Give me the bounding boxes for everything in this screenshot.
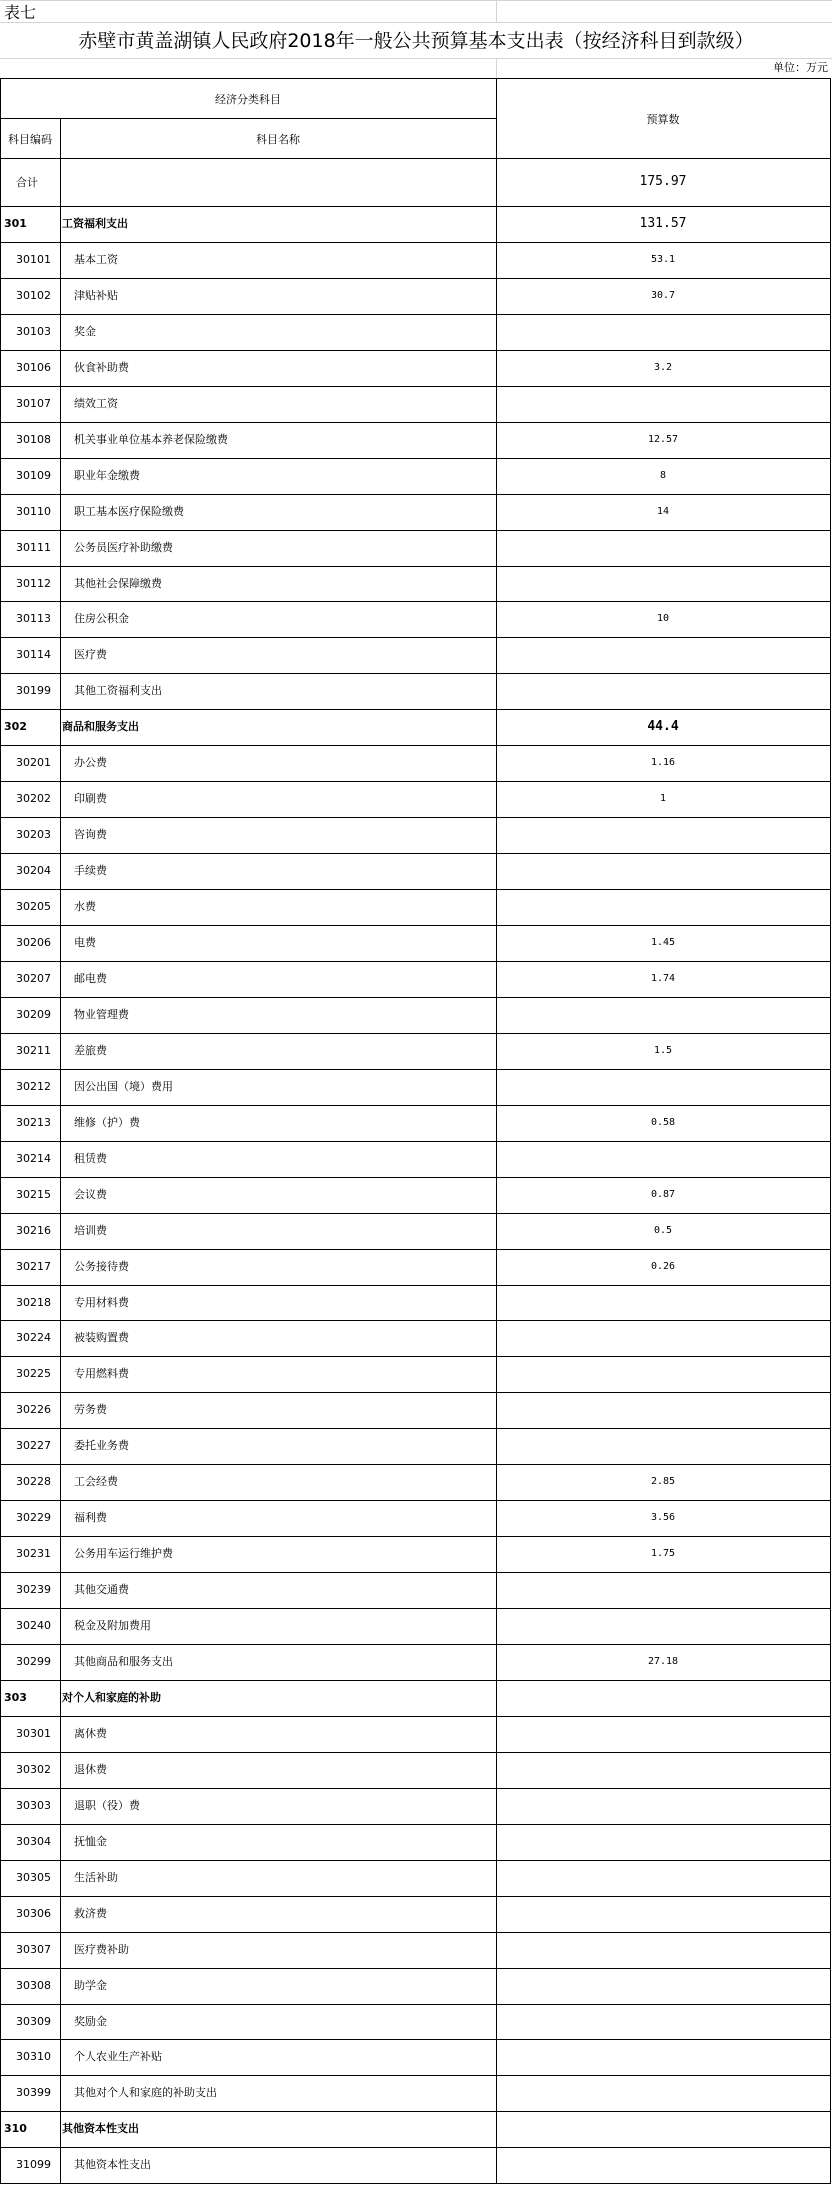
row-code: 30228: [16, 1475, 51, 1489]
grid-line-h: [0, 1680, 831, 1681]
header-budget-amount: 预算数: [646, 113, 680, 126]
row-name: 绩效工资: [74, 396, 118, 410]
row-name: 维修（护）费: [74, 1115, 140, 1129]
grid-line-h: [0, 1752, 831, 1753]
grid-line-h: [0, 961, 831, 962]
grid-line-h: [0, 458, 831, 459]
row-amount: 131.57: [639, 216, 687, 231]
row-name: 物业管理费: [74, 1007, 129, 1021]
row-code: 30304: [16, 1834, 51, 1848]
total-label: 合计: [16, 176, 38, 189]
grid-line-h: [0, 997, 831, 998]
grid-line-h: [0, 1968, 831, 1969]
row-code: 30206: [16, 936, 51, 949]
grid-line-h: [0, 22, 832, 23]
row-code: 30114: [16, 648, 51, 662]
row-code: 30203: [16, 828, 51, 842]
grid-line-h: [0, 1069, 831, 1070]
row-amount: 8: [659, 469, 667, 481]
grid-line-v: [496, 0, 497, 22]
row-amount: 12.57: [647, 433, 679, 445]
row-code: 30211: [16, 1043, 51, 1057]
row-code: 30207: [16, 971, 51, 985]
row-name: 电费: [74, 936, 96, 949]
row-code: 30225: [16, 1367, 51, 1381]
grid-line-h: [0, 1105, 831, 1106]
row-code: 30109: [16, 468, 51, 482]
row-code: 30240: [16, 1619, 51, 1633]
grid-line-h: [0, 853, 831, 854]
row-code: 30217: [16, 1259, 51, 1273]
row-amount: 1.16: [650, 757, 676, 769]
grid-line-h: [0, 78, 831, 79]
row-code: 302: [4, 720, 27, 734]
header-economic-category: 经济分类科目: [215, 93, 281, 106]
row-amount: 0.5: [653, 1224, 673, 1236]
grid-line-h: [0, 1285, 831, 1286]
row-name: 培训费: [74, 1223, 107, 1237]
row-code: 310: [4, 2122, 27, 2136]
row-code: 30112: [16, 576, 51, 590]
row-code: 30108: [16, 432, 51, 446]
row-code: 30102: [16, 288, 51, 302]
row-name: 津贴补贴: [74, 288, 118, 302]
grid-line-h: [0, 673, 831, 674]
row-code: 30231: [16, 1547, 51, 1561]
row-amount: 44.4: [647, 719, 679, 735]
row-name: 医疗费补助: [74, 1942, 129, 1956]
row-code: 30212: [16, 1079, 51, 1093]
row-code: 30205: [16, 900, 51, 914]
row-code: 30229: [16, 1511, 51, 1525]
row-name: 工资福利支出: [62, 217, 128, 230]
row-code: 30204: [16, 864, 51, 878]
unit-label: 单位：万元: [773, 61, 828, 74]
grid-line-h: [0, 709, 831, 710]
row-code: 30199: [16, 684, 51, 698]
row-code: 30227: [16, 1439, 51, 1453]
row-name: 商品和服务支出: [62, 720, 139, 734]
row-amount: 30.7: [650, 289, 676, 301]
row-name: 抚恤金: [74, 1834, 107, 1848]
row-name: 其他工资福利支出: [74, 684, 162, 698]
grid-line-v: [0, 78, 1, 2184]
row-code: 30215: [16, 1187, 51, 1201]
grid-line-v: [60, 206, 61, 2184]
grid-line-h: [0, 1608, 831, 1609]
grid-line-h: [0, 422, 831, 423]
grid-line-h: [0, 1500, 831, 1501]
header-subject-name: 科目名称: [256, 133, 300, 146]
row-name: 工会经费: [74, 1475, 118, 1489]
row-code: 30303: [16, 1798, 51, 1812]
row-amount: 2.85: [650, 1476, 676, 1488]
row-amount: 10: [656, 613, 670, 625]
grid-line-h: [0, 314, 831, 315]
row-name: 公务接待费: [74, 1259, 129, 1273]
row-name: 其他资本性支出: [62, 2122, 139, 2136]
row-name: 其他交通费: [74, 1583, 129, 1597]
grid-line-h: [0, 1177, 831, 1178]
row-name: 其他商品和服务支出: [74, 1655, 173, 1668]
grid-line-h: [0, 817, 831, 818]
row-name: 医疗费: [74, 648, 107, 662]
row-name: 奖金: [74, 324, 96, 338]
grid-line-h: [0, 781, 831, 782]
row-code: 30110: [16, 504, 51, 518]
grid-line-h: [0, 1249, 831, 1250]
row-amount: 0.26: [650, 1260, 676, 1272]
row-code: 30302: [16, 1762, 51, 1776]
grid-line-h: [0, 2075, 831, 2076]
row-name: 税金及附加费用: [74, 1619, 151, 1633]
grid-line-h: [0, 889, 831, 890]
row-name: 离休费: [74, 1726, 107, 1740]
row-name: 咨询费: [74, 828, 107, 842]
row-name: 奖励金: [74, 2014, 107, 2028]
row-name: 退职（役）费: [74, 1798, 140, 1812]
grid-line-h: [0, 637, 831, 638]
grid-line-h: [0, 1141, 831, 1142]
grid-line-v: [60, 118, 61, 206]
sheet-tag: 表七: [4, 3, 37, 22]
grid-line-h: [0, 1824, 831, 1825]
grid-line-h: [0, 745, 831, 746]
total-amount: 175.97: [639, 174, 687, 189]
row-amount: 14: [656, 505, 670, 517]
row-amount: 53.1: [650, 253, 676, 265]
row-code: 30310: [16, 2050, 51, 2064]
header-subject-code: 科目编码: [8, 133, 52, 146]
row-name: 水费: [74, 900, 96, 914]
grid-line-h: [0, 1896, 831, 1897]
row-code: 30209: [16, 1007, 51, 1021]
row-code: 30106: [16, 360, 51, 374]
row-code: 301: [4, 217, 27, 230]
row-amount: 1.5: [653, 1044, 673, 1056]
row-code: 30305: [16, 1870, 51, 1884]
grid-line-h: [0, 350, 831, 351]
grid-line-h: [0, 2004, 831, 2005]
grid-line-h: [0, 118, 497, 119]
row-name: 办公费: [74, 756, 107, 770]
row-name: 公务用车运行维护费: [74, 1547, 173, 1561]
row-code: 30214: [16, 1151, 51, 1165]
row-name: 印刷费: [74, 792, 107, 806]
row-amount: 1.74: [650, 972, 676, 984]
grid-line-h: [0, 1788, 831, 1789]
row-name: 机关事业单位基本养老保险缴费: [74, 432, 228, 446]
grid-line-h: [0, 1392, 831, 1393]
grid-line-h: [0, 386, 831, 387]
row-name: 差旅费: [74, 1043, 107, 1057]
grid-line-h: [0, 494, 831, 495]
row-name: 其他社会保障缴费: [74, 576, 162, 590]
row-name: 救济费: [74, 1906, 107, 1920]
row-code: 30213: [16, 1115, 51, 1129]
row-code: 30101: [16, 252, 51, 266]
grid-line-h: [0, 1932, 831, 1933]
grid-line-h: [0, 58, 832, 59]
row-amount: 1: [659, 793, 667, 805]
row-code: 30107: [16, 396, 51, 410]
row-name: 伙食补助费: [74, 360, 129, 374]
grid-line-h: [0, 1033, 831, 1034]
row-name: 职业年金缴费: [74, 468, 140, 482]
row-code: 30399: [16, 2086, 51, 2100]
row-name: 专用燃料费: [74, 1367, 129, 1381]
row-name: 基本工资: [74, 252, 118, 266]
row-amount: 1.45: [650, 937, 676, 948]
row-name: 个人农业生产补贴: [74, 2050, 162, 2064]
grid-line-v: [496, 58, 497, 78]
row-code: 30103: [16, 324, 51, 338]
row-code: 30307: [16, 1942, 51, 1956]
grid-line-h: [0, 242, 831, 243]
row-amount: 27.18: [647, 1656, 679, 1667]
row-code: 30226: [16, 1403, 51, 1417]
row-name: 租赁费: [74, 1151, 107, 1165]
row-code: 30113: [16, 612, 51, 626]
row-name: 公务员医疗补助缴费: [74, 540, 173, 554]
grid-line-h: [0, 601, 831, 602]
row-name: 助学金: [74, 1978, 107, 1992]
row-name: 委托业务费: [74, 1439, 129, 1453]
row-name: 因公出国（境）费用: [74, 1079, 173, 1093]
row-code: 303: [4, 1690, 27, 1704]
grid-line-v: [830, 78, 831, 2184]
row-code: 30111: [16, 540, 51, 554]
row-code: 30306: [16, 1906, 51, 1920]
row-code: 30239: [16, 1583, 51, 1597]
row-name: 邮电费: [74, 971, 107, 985]
grid-line-h: [0, 1356, 831, 1357]
grid-line-h: [0, 2039, 831, 2040]
grid-line-h: [0, 158, 831, 159]
grid-line-h: [0, 1644, 831, 1645]
grid-line-h: [0, 1428, 831, 1429]
row-code: 30201: [16, 756, 51, 770]
grid-line-h: [0, 566, 831, 567]
grid-line-h: [0, 1572, 831, 1573]
grid-line-h: [0, 206, 831, 207]
grid-line-h: [0, 530, 831, 531]
grid-line-h: [0, 1320, 831, 1321]
row-code: 30299: [16, 1655, 51, 1668]
grid-line-h: [0, 1213, 831, 1214]
row-code: 31099: [16, 2158, 51, 2172]
row-name: 劳务费: [74, 1403, 107, 1417]
row-name: 生活补助: [74, 1870, 118, 1884]
row-amount: 3.56: [650, 1512, 676, 1524]
page-title: 赤壁市黄盖湖镇人民政府2018年一般公共预算基本支出表（按经济科目到款级）: [78, 30, 754, 52]
grid-line-h: [0, 1716, 831, 1717]
grid-line-h: [0, 1860, 831, 1861]
grid-line-h: [0, 278, 831, 279]
row-name: 手续费: [74, 864, 107, 878]
row-amount: 1.75: [650, 1548, 676, 1560]
row-code: 30202: [16, 792, 51, 806]
row-name: 福利费: [74, 1511, 107, 1525]
grid-line-h: [0, 925, 831, 926]
row-name: 职工基本医疗保险缴费: [74, 504, 184, 518]
row-code: 30216: [16, 1223, 51, 1237]
row-name: 住房公积金: [74, 612, 129, 626]
grid-line-v: [496, 78, 497, 2184]
row-name: 会议费: [74, 1187, 107, 1201]
row-code: 30309: [16, 2014, 51, 2028]
row-name: 专用材料费: [74, 1295, 129, 1309]
row-code: 30301: [16, 1726, 51, 1740]
grid-line-h: [0, 2183, 831, 2184]
row-name: 退休费: [74, 1762, 107, 1776]
grid-line-h: [0, 2111, 831, 2112]
row-name: 对个人和家庭的补助: [62, 1690, 161, 1704]
row-amount: 0.58: [650, 1116, 676, 1128]
row-amount: 3.2: [653, 361, 673, 373]
grid-line-h: [0, 1536, 831, 1537]
row-name: 其他对个人和家庭的补助支出: [74, 2086, 217, 2100]
row-name: 被装购置费: [74, 1331, 129, 1345]
grid-line-h: [0, 2147, 831, 2148]
row-name: 其他资本性支出: [74, 2158, 151, 2172]
row-code: 30308: [16, 1978, 51, 1992]
grid-line-h: [0, 1464, 831, 1465]
grid-line-h: [0, 0, 832, 1]
row-code: 30218: [16, 1295, 51, 1309]
row-code: 30224: [16, 1331, 51, 1345]
row-amount: 0.87: [650, 1188, 676, 1200]
